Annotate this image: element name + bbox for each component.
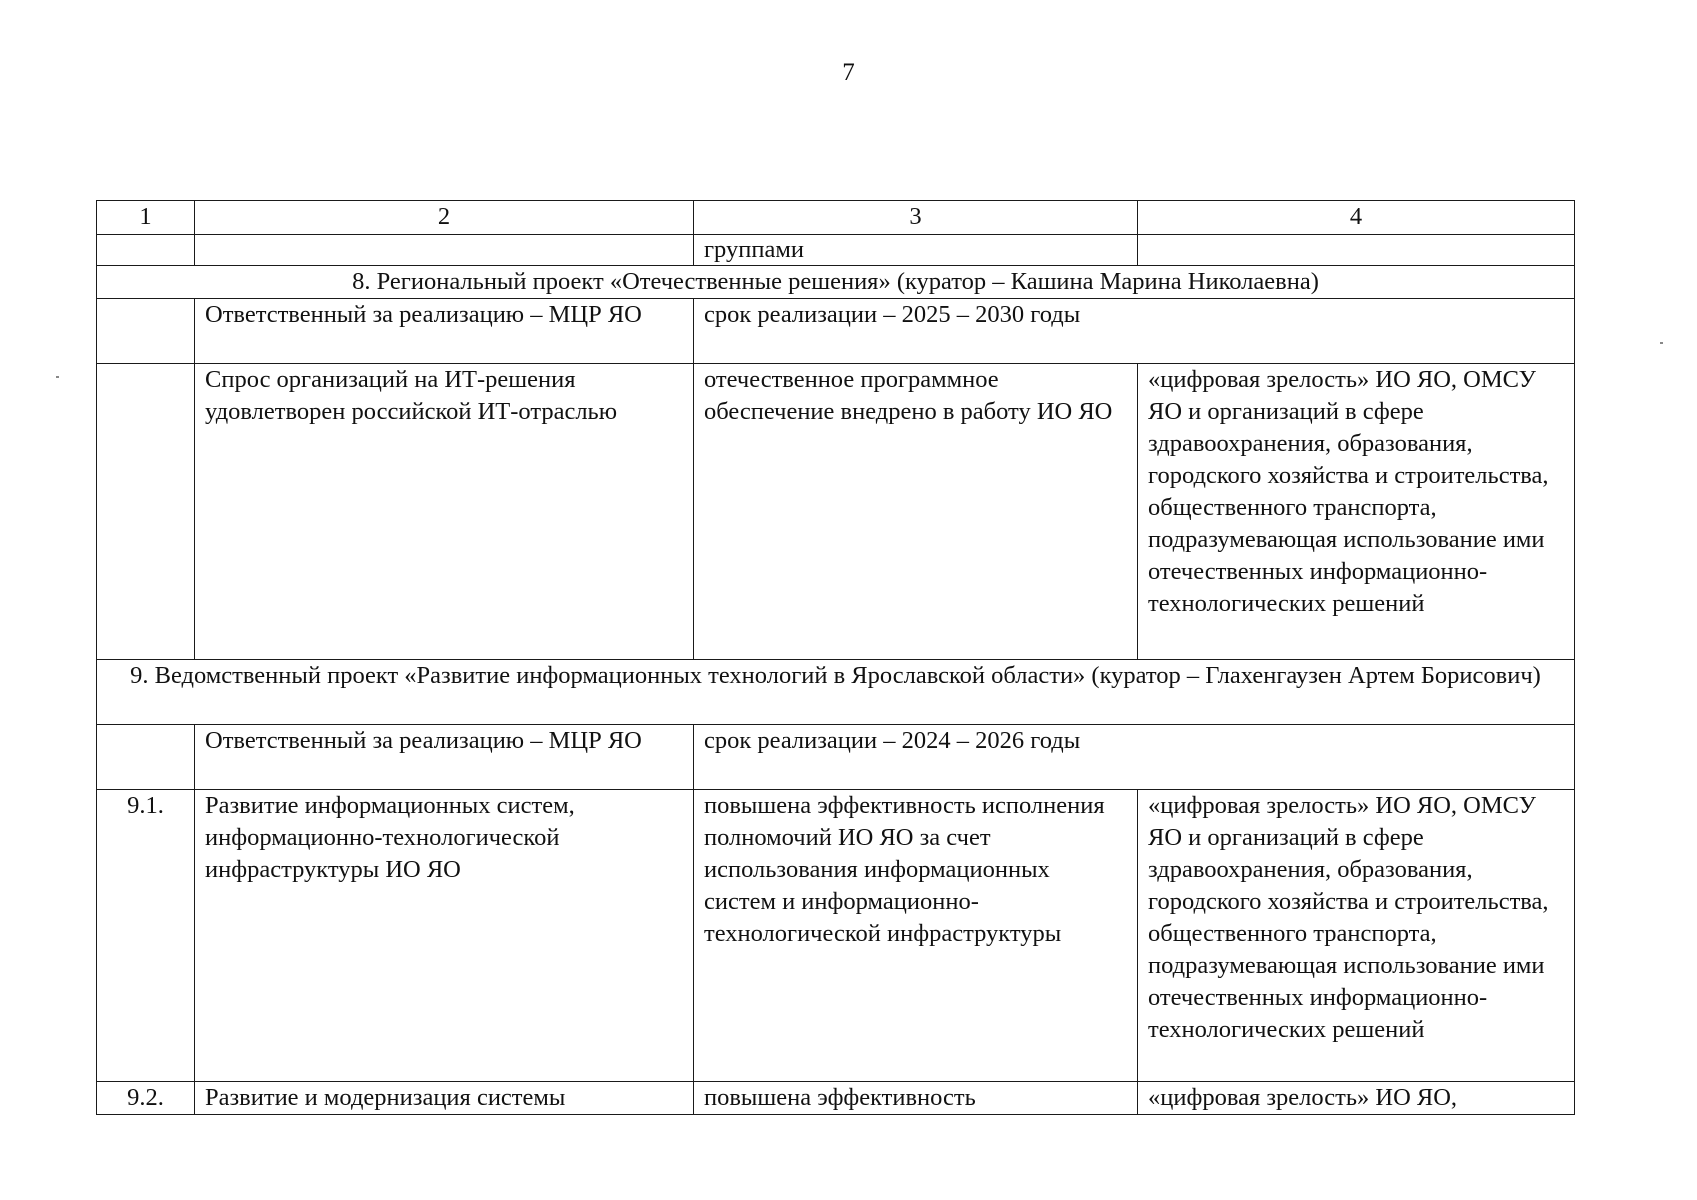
task-effect: «цифровая зрелость» ИО ЯО, ОМСУ ЯО и организаций в сфере здравоохранения, образования, городского хозяйства и строительства, общественного транспорта, подразумевающая использование ими отечественных информационно-технологических решений [1138,790,1575,1082]
table-row [97,235,1575,266]
table-cell [97,235,195,266]
row-number: 9.2. [97,1082,195,1115]
row-number: 9.1. [97,790,195,1082]
task-effect: «цифровая зрелость» ИО ЯО, [1138,1082,1575,1115]
task-effect: «цифровая зрелость» ИО ЯО, ОМСУ ЯО и организаций в сфере здравоохранения, образования, городского хозяйства и строительства, общественного транспорта, подразумевающая использование ими отечественных информационно-технологических решений [1138,364,1575,660]
table-row [97,364,1575,660]
section-8-responsible: Ответственный за реализацию – МЦР ЯО [195,299,694,364]
page-number: 7 [842,59,855,86]
header-col-1: 1 [97,201,195,235]
header-col-4: 4 [1138,201,1575,235]
task-name: Развитие и модернизация системы [195,1082,694,1115]
section-row [97,660,1575,725]
table-row [97,1082,1575,1115]
task-result: повышена эффективность [694,1082,1138,1115]
header-col-2: 2 [195,201,694,235]
task-name: Спрос организаций на ИТ-решения удовлетворен российской ИТ-отраслью [195,364,694,660]
table-cell [195,235,694,266]
task-result: отечественное программное обеспечение внедрено в работу ИО ЯО [694,364,1138,660]
task-result: повышена эффективность исполнения полномочий ИО ЯО за счет использования информационных систем и информационно-технологической инфраструктуры [694,790,1138,1082]
section-row [97,266,1575,299]
section-8-term: срок реализации – 2025 – 2030 годы [694,299,1575,364]
task-name: Развитие информационных систем, информационно-технологической инфраструктуры ИО ЯО [195,790,694,1082]
section-9-title: 9. Ведомственный проект «Развитие информационных технологий в Ярославской области» (куратор – Глахенгаузен Артем Борисович) [97,660,1575,725]
table-cell [97,725,195,790]
document-table [96,200,1575,1115]
section-9-term: срок реализации – 2024 – 2026 годы [694,725,1575,790]
section-8-title: 8. Региональный проект «Отечественные решения» (куратор – Кашина Марина Николаевна) [97,266,1575,299]
table-cell [97,299,195,364]
scan-speck [56,376,59,378]
scan-speck [1660,342,1663,344]
header-col-3: 3 [694,201,1138,235]
table-cell [1138,235,1575,266]
table-row [97,725,1575,790]
table-row [97,790,1575,1082]
continuation-cell: группами [694,235,1138,266]
row-number [97,364,195,660]
table-header-row [97,201,1575,235]
table-row [97,299,1575,364]
section-9-responsible: Ответственный за реализацию – МЦР ЯО [195,725,694,790]
